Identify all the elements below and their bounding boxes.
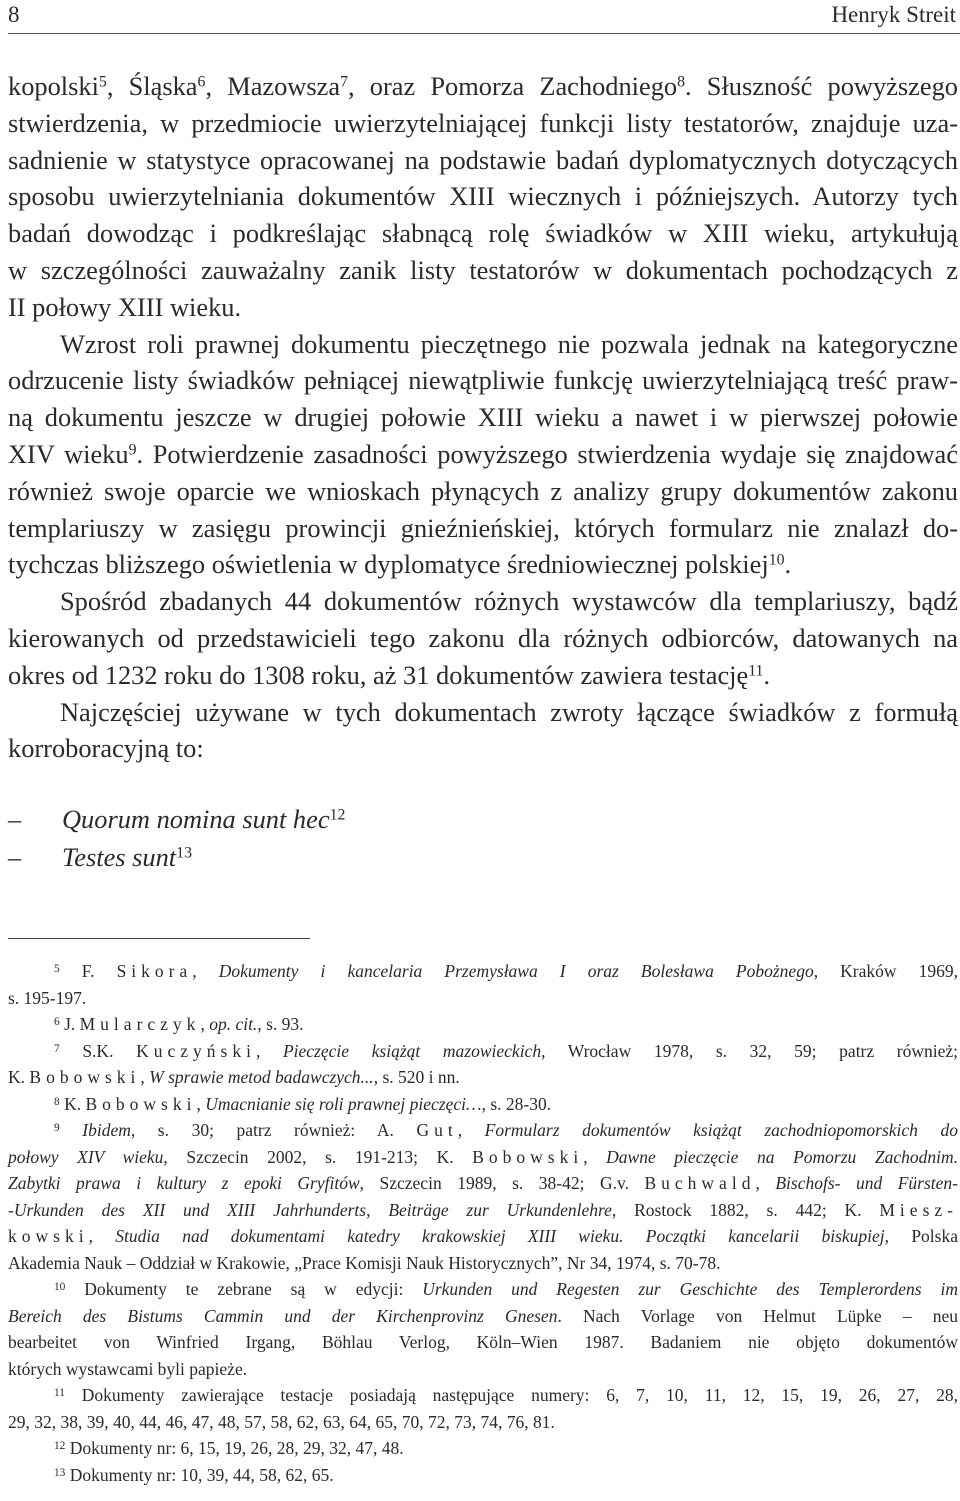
text-line: $^6$ J. Mularczyk, op. cit., s. 93. [54,1014,304,1034]
footnote-number: 5 [54,962,60,975]
footnote-ref[interactable]: 5 [98,73,107,91]
footnote-ref[interactable]: 9 [128,441,137,459]
text-line: 29, 32, 38, 39, 40, 44, 46, 47, 48, 57, 58, 62, 63, 64, 65, 70, 72, 73, 74, 76, 81. [8,1411,555,1432]
footnote-ref[interactable]: 12 [329,806,346,824]
text-line: Bereich des Bistums Cammin und der Kirchenprovinz Gnesen. Nach Vorlage von Helmut Lüpke – neu [8,1305,958,1326]
footnote-ref[interactable]: 7 [340,73,348,91]
formula-item [8,838,608,876]
text-line: sposobu uwierzytelniania dokumentów XIII wiecznych i późniejszych. Autorzy tych [8,181,958,212]
main-text [8,68,958,767]
page-number: 8 [8,2,20,27]
footnote-6 [8,1011,958,1038]
footnote-number: 10 [54,1280,66,1293]
text-line: II połowy XIII wieku. [8,291,242,322]
text-line: -Urkunden des XII und XIII Jahrhunderts, Beiträge zur Urkundenlehre, Rostock 1882, s. 442; K. Miesz- [8,1199,958,1220]
footnote-ref[interactable]: 8 [677,73,686,91]
footnote-ref[interactable]: 6 [197,73,206,91]
formula-text: Testes sunt [62,842,177,872]
text-line: Najczęściej używane w tych dokumentach zwroty łączące świadków z formułą [60,696,958,727]
text-line: badań dowodząc i podkreślając słabnącą rolę świadków w XIII wieku, artykułują [8,218,958,249]
footnote-number: 7 [54,1042,60,1055]
footnote-8 [8,1091,958,1118]
text-line: również swoje oparcie we wnioskach płynących z analizy grupy dokumentów zakonu [8,475,958,506]
text-line: odrzucenie listy świadków pełniącej niewątpliwie funkcję uwierzytelniającą treść praw- [8,365,958,396]
footnote-number: 13 [54,1466,66,1479]
footnote-number: 6 [54,1015,60,1028]
footnote-number: 11 [54,1386,65,1399]
text-line: w szczególności zauważalny zanik listy testatorów w dokumentach pochodzących z [8,254,958,285]
footnote-9 [8,1117,958,1276]
footnote-7 [8,1038,958,1091]
paragraph-2 [8,326,958,584]
text-line: tychczas bliższego oświetlenia w dyplomatyce średniowiecznej polskiej$^{10}$. [8,549,792,580]
text-line: ną dokumentu jeszcze w drugiej połowie XIII wieku a nawet i w pierwszej połowie [8,402,958,433]
text-line: $^{10}$ Dokumenty te zebrane są w edycji: Urkunden und Regesten zur Geschichte des Templerordens im [54,1279,958,1299]
footnote-5 [8,958,958,1011]
footnote-separator [8,938,310,939]
footnote-13 [8,1462,958,1489]
text-line: Zabytki prawa i kultury z epoki Gryfitów, Szczecin 1989, s. 38-42; G.v. Buchwald, Bischofs- und Fürsten- [8,1173,959,1193]
footnote-10 [8,1276,958,1382]
text-line: kopolski$^5$, Śląska$^6$, Mazowsza$^7$, oraz Pomorza Zachodniego$^8$. Słuszność powyższego [8,71,958,101]
text-line: okres od 1232 roku do 1308 roku, aż 31 dokumentów zawiera testację$^{11}$. [8,659,771,690]
formula-item [8,800,608,838]
text-line: XIV wieku$^9$. Potwierdzenie zasadności powyższego stwierdzenia wydaje się znajdować [8,438,958,469]
text-line: kierowanych od przedstawicieli tego zakonu dla różnych odbiorców, datowanych na [8,622,958,653]
text-line: $^{13}$ Dokumenty nr: 10, 39, 44, 58, 62, 65. [54,1464,334,1485]
running-head-author: Henryk Streit [831,2,956,27]
text-line: kowski, Studia nad dokumentami katedry krakowskiej XIII wieku. Początki kancelarii biskupiej, Polska [8,1226,958,1246]
paragraph-1 [8,68,958,326]
text-line: stwierdzenia, w przedmiocie uwierzytelniającej funkcji listy testatorów, znajduje uza- [8,107,958,138]
text-line: korroboracyjną to: [8,733,204,764]
paragraph-4 [8,694,958,768]
text-line: $^5$ F. Sikora, Dokumenty i kancelaria Przemysława I oraz Bolesława Pobożnego, Kraków 1969, [54,961,958,981]
text-line: Spośród zbadanych 44 dokumentów różnych wystawców dla templariuszy, bądź [60,586,958,617]
footnote-ref[interactable]: 10 [768,551,785,569]
text-line: których wystawcami byli papieże. [8,1358,248,1379]
list-dash: – [8,804,22,834]
text-line: bearbeitet von Winfried Irgang, Böhlau Verlog, Köln–Wien 1987. Badaniem nie objęto dokumentów [8,1332,958,1352]
formula-list [8,800,608,876]
text-line: $^{11}$ Dokumenty zawierające testacje posiadają następujące numery: 6, 7, 10, 11, 12, 15, 19, 26, 27, 28, [54,1385,958,1405]
text-line: Akademia Nauk – Oddział w Krakowie, „Prace Komisji Nauk Historycznych”, Nr 34, 1974, s. 70-78. [8,1252,721,1273]
text-line: templariuszy w zasięgu prowincji gnieźnieńskiej, których formularz nie znalazł do- [8,512,958,543]
text-line: $^{12}$ Dokumenty nr: 6, 15, 19, 26, 28, 29, 32, 47, 48. [54,1438,404,1458]
text-line: Wzrost roli prawnej dokumentu pieczętnego nie pozwala jednak na kategoryczne [60,328,958,359]
paragraph-3 [8,583,958,693]
text-line: s. 195-197. [8,987,87,1008]
footnote-number: 8 [54,1095,60,1108]
list-dash: – [8,842,22,872]
footnote-number: 9 [54,1121,60,1134]
text-line: $^9$ Ibidem, s. 30; patrz również: A. Gut, Formularz dokumentów książąt zachodniopomorskich do [54,1120,958,1140]
footnote-11 [8,1382,958,1435]
footnote-number: 12 [54,1439,66,1452]
header-rule [8,33,960,34]
footnote-ref[interactable]: 11 [748,662,764,680]
text-line: $^8$ K. Bobowski, Umacnianie się roli prawnej pieczęci…, s. 28-30. [54,1093,552,1114]
footnote-12 [8,1435,958,1462]
text-line: sadnienie w statystyce opracowanej na podstawie badań dyplomatycznych dotyczących [8,144,958,175]
running-header [0,0,960,34]
text-line: $^7$ S.K. Kuczyński, Pieczęcie książąt mazowieckich, Wrocław 1978, s. 32, 59; patrz również; [54,1040,959,1061]
formula-text: Quorum nomina sunt hec [62,804,330,834]
text-line: K. Bobowski, W sprawie metod badawczych..., s. 520 i nn. [8,1067,460,1087]
footnotes [8,958,958,1488]
footnote-ref[interactable]: 13 [176,844,192,862]
text-line: połowy XIV wieku, Szczecin 2002, s. 191-213; K. Bobowski, Dawne pieczęcie na Pomorzu Zachodnim. [8,1146,958,1167]
